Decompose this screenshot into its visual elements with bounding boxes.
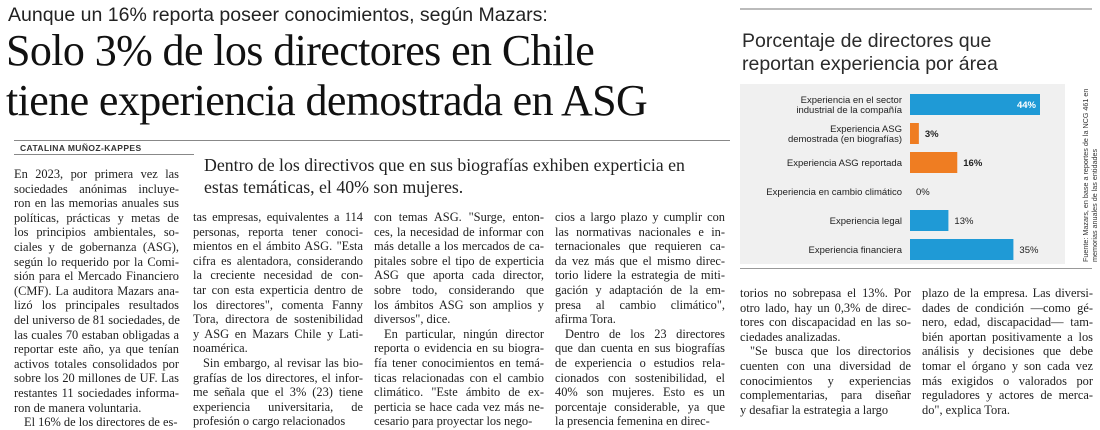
body-line: El 16% de los directores de es- [24, 415, 178, 430]
body-line: climático. "Este ámbito de ex- [374, 385, 544, 400]
headline-line-1: Solo 3% de los directores en Chile [6, 26, 595, 75]
category-label: Experiencia ASG [830, 124, 902, 135]
body-line: y ASG en Mazars Chile y Lati- [193, 326, 363, 341]
body-line: ciales y de gobernanza (ASG), [14, 239, 179, 254]
body-line: Dentro de los 23 directores [565, 326, 725, 341]
body-line: sobre todo, considerando que [374, 282, 544, 297]
value-label: 16% [963, 158, 983, 169]
body-line: diversos", dice. [374, 312, 451, 327]
body-line: presa al cambio climático", [555, 297, 725, 312]
body-line: los directores", comenta Fanny [193, 297, 363, 312]
body-line: ron de manera voluntaria. [14, 400, 142, 415]
chart-bottom-rule [740, 268, 1092, 269]
top-rule [740, 8, 1092, 10]
body-line: En particular, ningún director [384, 326, 544, 341]
category-label: Experiencia en cambio climático [766, 187, 902, 198]
body-line: reportar este año, ya que tenían [14, 342, 179, 357]
body-line: me señala que el 3% (23) tiene [193, 385, 363, 400]
body-line: las normativas nacionales e in- [555, 224, 725, 239]
body-line: cifra es alentadora, considerando [193, 253, 363, 268]
body-line: "Se busca que los directorios [750, 344, 911, 359]
body-line: sión para el Mercado Financiero [14, 269, 179, 284]
body-line: Tora, directora de sostenibilidad [193, 312, 363, 327]
body-line: mientos en el ámbito ASG. "Esta [193, 239, 363, 254]
body-line: del universo de 81 sociedades, de [14, 312, 180, 327]
value-label: 35% [1019, 245, 1039, 256]
body-line: profesión o cargo relacionados [193, 414, 346, 429]
body-line: más detalle a los mercados de ca- [374, 239, 544, 254]
body-line: restantes 11 sociedades informa- [14, 385, 179, 400]
body-line: perticia se hace cada vez más ne- [374, 399, 544, 414]
headline [6, 26, 731, 126]
bar [910, 239, 1013, 260]
body-line: fía tener conocimientos en temá- [374, 355, 544, 370]
body-line: noamérica. [193, 341, 248, 356]
body-column-2 [193, 210, 363, 429]
body-line: que dan cuenta en sus biografías [555, 341, 725, 356]
value-label: 13% [954, 216, 974, 227]
body-line: afirma Tora. [555, 312, 616, 327]
bar-chart [740, 84, 1065, 264]
value-label: 44% [1016, 100, 1036, 111]
body-line: En 2023, por primera vez las [14, 167, 179, 181]
chart-source [1070, 84, 1099, 264]
body-line: tas empresas, equivalentes a 114 [193, 210, 363, 224]
byline: CATALINA MUÑOZ-KAPPES [20, 143, 142, 153]
body-line: sobre los 20 millones de UF. Las [14, 371, 179, 386]
body-line: cuenten con una diversidad de [740, 358, 911, 373]
value-label: 0% [916, 187, 930, 198]
body-line: da vez más que el mismo direc- [555, 253, 725, 268]
body-line: 40% son mujeres. Esto es un [555, 385, 725, 400]
body-line: los principios ambientales, so- [14, 225, 179, 240]
body-line: ASG que aporta cada director, [374, 268, 544, 283]
body-line: cionados con sostenibilidad, el [555, 370, 725, 385]
value-label: 3% [924, 129, 939, 140]
body-line: reguladores y actores de merca- [922, 388, 1093, 403]
body-line: análisis y decisiones que debe [922, 344, 1093, 359]
body-column-4 [555, 210, 725, 429]
byline-divider [14, 154, 194, 155]
body-column-5 [740, 286, 911, 417]
body-line: personas, reporta tener conoci- [193, 224, 363, 239]
body-line: grafías de los directores, el infor- [193, 370, 363, 385]
category-label: Experiencia ASG reportada [786, 158, 902, 169]
body-line: ticas relacionadas con el cambio [374, 370, 544, 385]
body-column-3 [374, 210, 544, 429]
body-line: lizó los principales resultados [14, 298, 179, 313]
body-line: activos totales consolidados por [14, 356, 179, 371]
body-line: los ámbitos ASG son amplios y [374, 297, 544, 312]
kicker: Aunque un 16% reporta poseer conocimientos, según Mazars: [8, 4, 548, 26]
body-line: (CMF). La auditora Mazars ana- [14, 283, 179, 298]
body-line: reporta o evidencia en su biogra- [374, 341, 544, 356]
body-column-6 [922, 286, 1093, 417]
body-line: plazo de la empresa. Las diversi- [922, 286, 1093, 300]
body-line: ciedades analizadas. [740, 329, 841, 344]
body-line: ces, la necesidad de informar con [374, 224, 544, 239]
category-label: industrial de la compañía [796, 105, 902, 116]
body-line: experiencia universitaria, de [193, 399, 363, 414]
body-line: y desafiar la estrategia a largo [740, 402, 889, 417]
subhead: Dentro de los directivos que en sus biografías exhiben experticia en estas temáticas, el 40% son mujeres. [204, 155, 685, 197]
body-line: sociedades anónimas incluye- [14, 181, 179, 196]
body-line: ternacionales que requieren ca- [555, 239, 725, 254]
body-line: con temas ASG. "Surge, enton- [374, 210, 544, 224]
category-label: Experiencia financiera [808, 245, 902, 256]
body-line: bién aportan positivamente a los [922, 329, 1093, 344]
body-line: torios no sobrepasa el 13%. Por [740, 286, 911, 300]
body-line: nero, edad, discapacidad— tam- [922, 315, 1093, 330]
body-line: Sin embargo, al revisar las bio- [203, 355, 363, 370]
category-label: Experiencia legal [829, 216, 902, 227]
chart-source-text: Fuente: Mazars, en base a reportes de la NCG 461 en memorias anuales de las entidades [1081, 88, 1099, 262]
body-line: cios a largo plazo y cumplir con [555, 210, 725, 224]
body-line: gación y adaptación de la em- [555, 282, 725, 297]
body-line: dades de condición —como gé- [922, 300, 1093, 315]
body-line: de experiencia o estudios rela- [555, 355, 725, 370]
body-line: torio lidere la estrategia de miti- [555, 268, 725, 283]
body-line: ron en las memorias anuales sus [14, 196, 179, 211]
body-line: pitales sobre el tipo de experticia [374, 253, 544, 268]
body-line: las cuales 70 estaban obligadas a [14, 327, 179, 342]
body-line: tar con esta experticia dentro de [193, 282, 363, 297]
body-line: políticas, prácticas y metas de [14, 210, 179, 225]
body-line: porcentaje considerable, ya que [555, 399, 725, 414]
headline-line-2: tiene experiencia demostrada en ASG [6, 76, 648, 125]
body-line: la presencia femenina en direc- [555, 414, 710, 429]
category-label: Experiencia en el sector [800, 95, 902, 106]
body-column-1 [14, 167, 179, 430]
category-label: demostrada (en biografías) [787, 134, 902, 145]
body-line: otro lado, hay un 0,3% de direc- [740, 300, 911, 315]
body-line: conocimientos y experiencias [740, 373, 911, 388]
body-line: complementarias, para diseñar [740, 388, 911, 403]
body-line: tomar el órgano y son cada vez [922, 358, 1093, 373]
body-line: tores con discapacidad en las so- [740, 315, 911, 330]
bar [910, 123, 919, 144]
body-line: do", explica Tora. [922, 402, 1010, 417]
bar [910, 210, 948, 231]
divider [14, 140, 730, 141]
chart-title: Porcentaje de directores que reportan experiencia por área [742, 30, 998, 75]
body-line: más exigidos o valorados por [922, 373, 1093, 388]
body-line: según lo requerido por la Comi- [14, 254, 179, 269]
body-line: la creciente necesidad de con- [193, 268, 363, 283]
body-line: cesario para proyectar los nego- [374, 414, 533, 429]
bar [910, 152, 957, 173]
